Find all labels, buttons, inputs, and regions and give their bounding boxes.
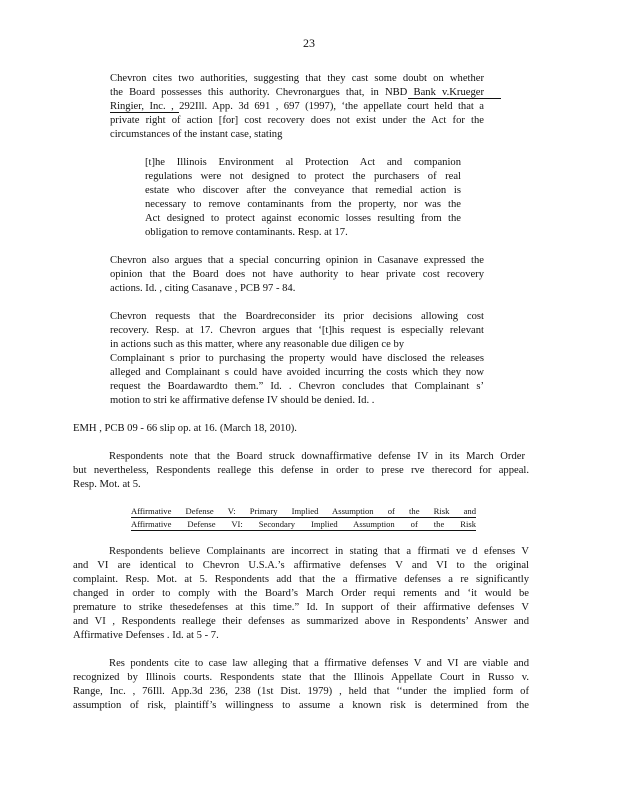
section-heading-line: Affirmative Defense V: Primary Implied Assumption of the Risk and [131, 506, 476, 516]
body-line: private right of action [for] cost recovery does not exist under the Act for the [110, 115, 484, 126]
body-line: Range, Inc. , 76Ill. App.3d 236, 238 (1st Dist. 1979) , held that ‘‘under the implied form of [73, 686, 529, 697]
body-line: and VI are identical to Chevron U.S.A.’s affirmative defenses V and VI to the original [73, 560, 529, 571]
quote-line: Act designed to protect against economic losses resulting from the [145, 213, 461, 224]
quote-line: necessary to remove contaminants from the property, nor was the [145, 199, 461, 210]
body-line: Resp. Mot. at 5. [73, 479, 141, 490]
body-line: actions. Id. , citing Casanave , PCB 97 - 84. [110, 283, 296, 294]
section-heading-line: Affirmative Defense VI: Secondary Implied Assumption of the Risk [131, 519, 476, 529]
citation-underline [408, 98, 501, 99]
body-line: and VI , Respondents reallege their defenses as summarized above in Respondents’ Answer and [73, 616, 529, 627]
body-line: Res pondents cite to case law alleging that a ffirmative defenses V and VI are viable and [109, 658, 529, 669]
quote-line: regulations were not designed to protect the purchasers of real [145, 171, 461, 182]
body-line: Respondents believe Complainants are incorrect in stating that a ffirmati ve d efenses V [109, 546, 529, 557]
citation-line: EMH , PCB 09 - 66 slip op. at 16. (March 18, 2010). [73, 423, 297, 434]
heading-underline [131, 530, 476, 531]
quote-line: obligation to remove contaminants. Resp. at 17. [145, 227, 348, 238]
body-line: Complainant s prior to purchasing the property would have disclosed the releases [110, 353, 484, 364]
body-line: Chevron cites two authorities, suggesting that they cast some doubt on whether [110, 73, 484, 84]
body-line: Respondents note that the Board struck downaffirmative defense IV in its March Order [109, 451, 525, 462]
body-line: Chevron also argues that a special concurring opinion in Casanave expressed the [110, 255, 484, 266]
body-line: alleged and Complainant s could have avoided incurring the costs which they now [110, 367, 484, 378]
body-line: changed in order to comply with the Board’s March Order requi rements and ‘it would be [73, 588, 529, 599]
body-line: Chevron requests that the Boardreconsider its prior decisions allowing cost [110, 311, 484, 322]
quote-line: estate who discover after the conveyance that remedial action is [145, 185, 461, 196]
body-line: recognized by Illinois courts. Respondents state that the Illinois Appellate Court in Russo v. [73, 672, 529, 683]
quote-line: [t]he Illinois Environment al Protection Act and companion [145, 157, 461, 168]
body-line: the Board possesses this authority. Chevronargues that, in NBD Bank v.Krueger [110, 87, 484, 98]
body-line: motion to stri ke affirmative defense IV should be denied. Id. . [110, 395, 375, 406]
body-line: Ringier, Inc. , 292Ill. App. 3d 691 , 697 (1997), ‘the appellate court held that a [110, 101, 484, 112]
citation-underline [110, 112, 179, 113]
body-line: assumption of risk, plaintiff’s willingness to assume a known risk is determined from the [73, 700, 529, 711]
body-line: request the Boardawardto them.” Id. . Chevron concludes that Complainant s’ [110, 381, 484, 392]
heading-underline [131, 517, 476, 518]
body-line: Affirmative Defenses . Id. at 5 - 7. [73, 630, 219, 641]
body-line: in actions such as this matter, where any reasonable due diligen ce by [110, 339, 405, 350]
page-number: 23 [303, 36, 315, 50]
body-line: premature to strike thesedefenses at this time.” Id. In support of their affirmative defenses V [73, 602, 529, 613]
body-line: recovery. Resp. at 17. Chevron argues that ‘[t]his request is especially relevant [110, 325, 484, 336]
body-line: circumstances of the instant case, stating [110, 129, 283, 140]
body-line: complaint. Resp. Mot. at 5. Respondents add that the a ffirmative defenses a re significantly [73, 574, 529, 585]
body-line: opinion that the Board does not have authority to hear private cost recovery [110, 269, 484, 280]
body-line: but nevertheless, Respondents reallege this defense in order to prese rve therecord for appeal. [73, 465, 529, 476]
